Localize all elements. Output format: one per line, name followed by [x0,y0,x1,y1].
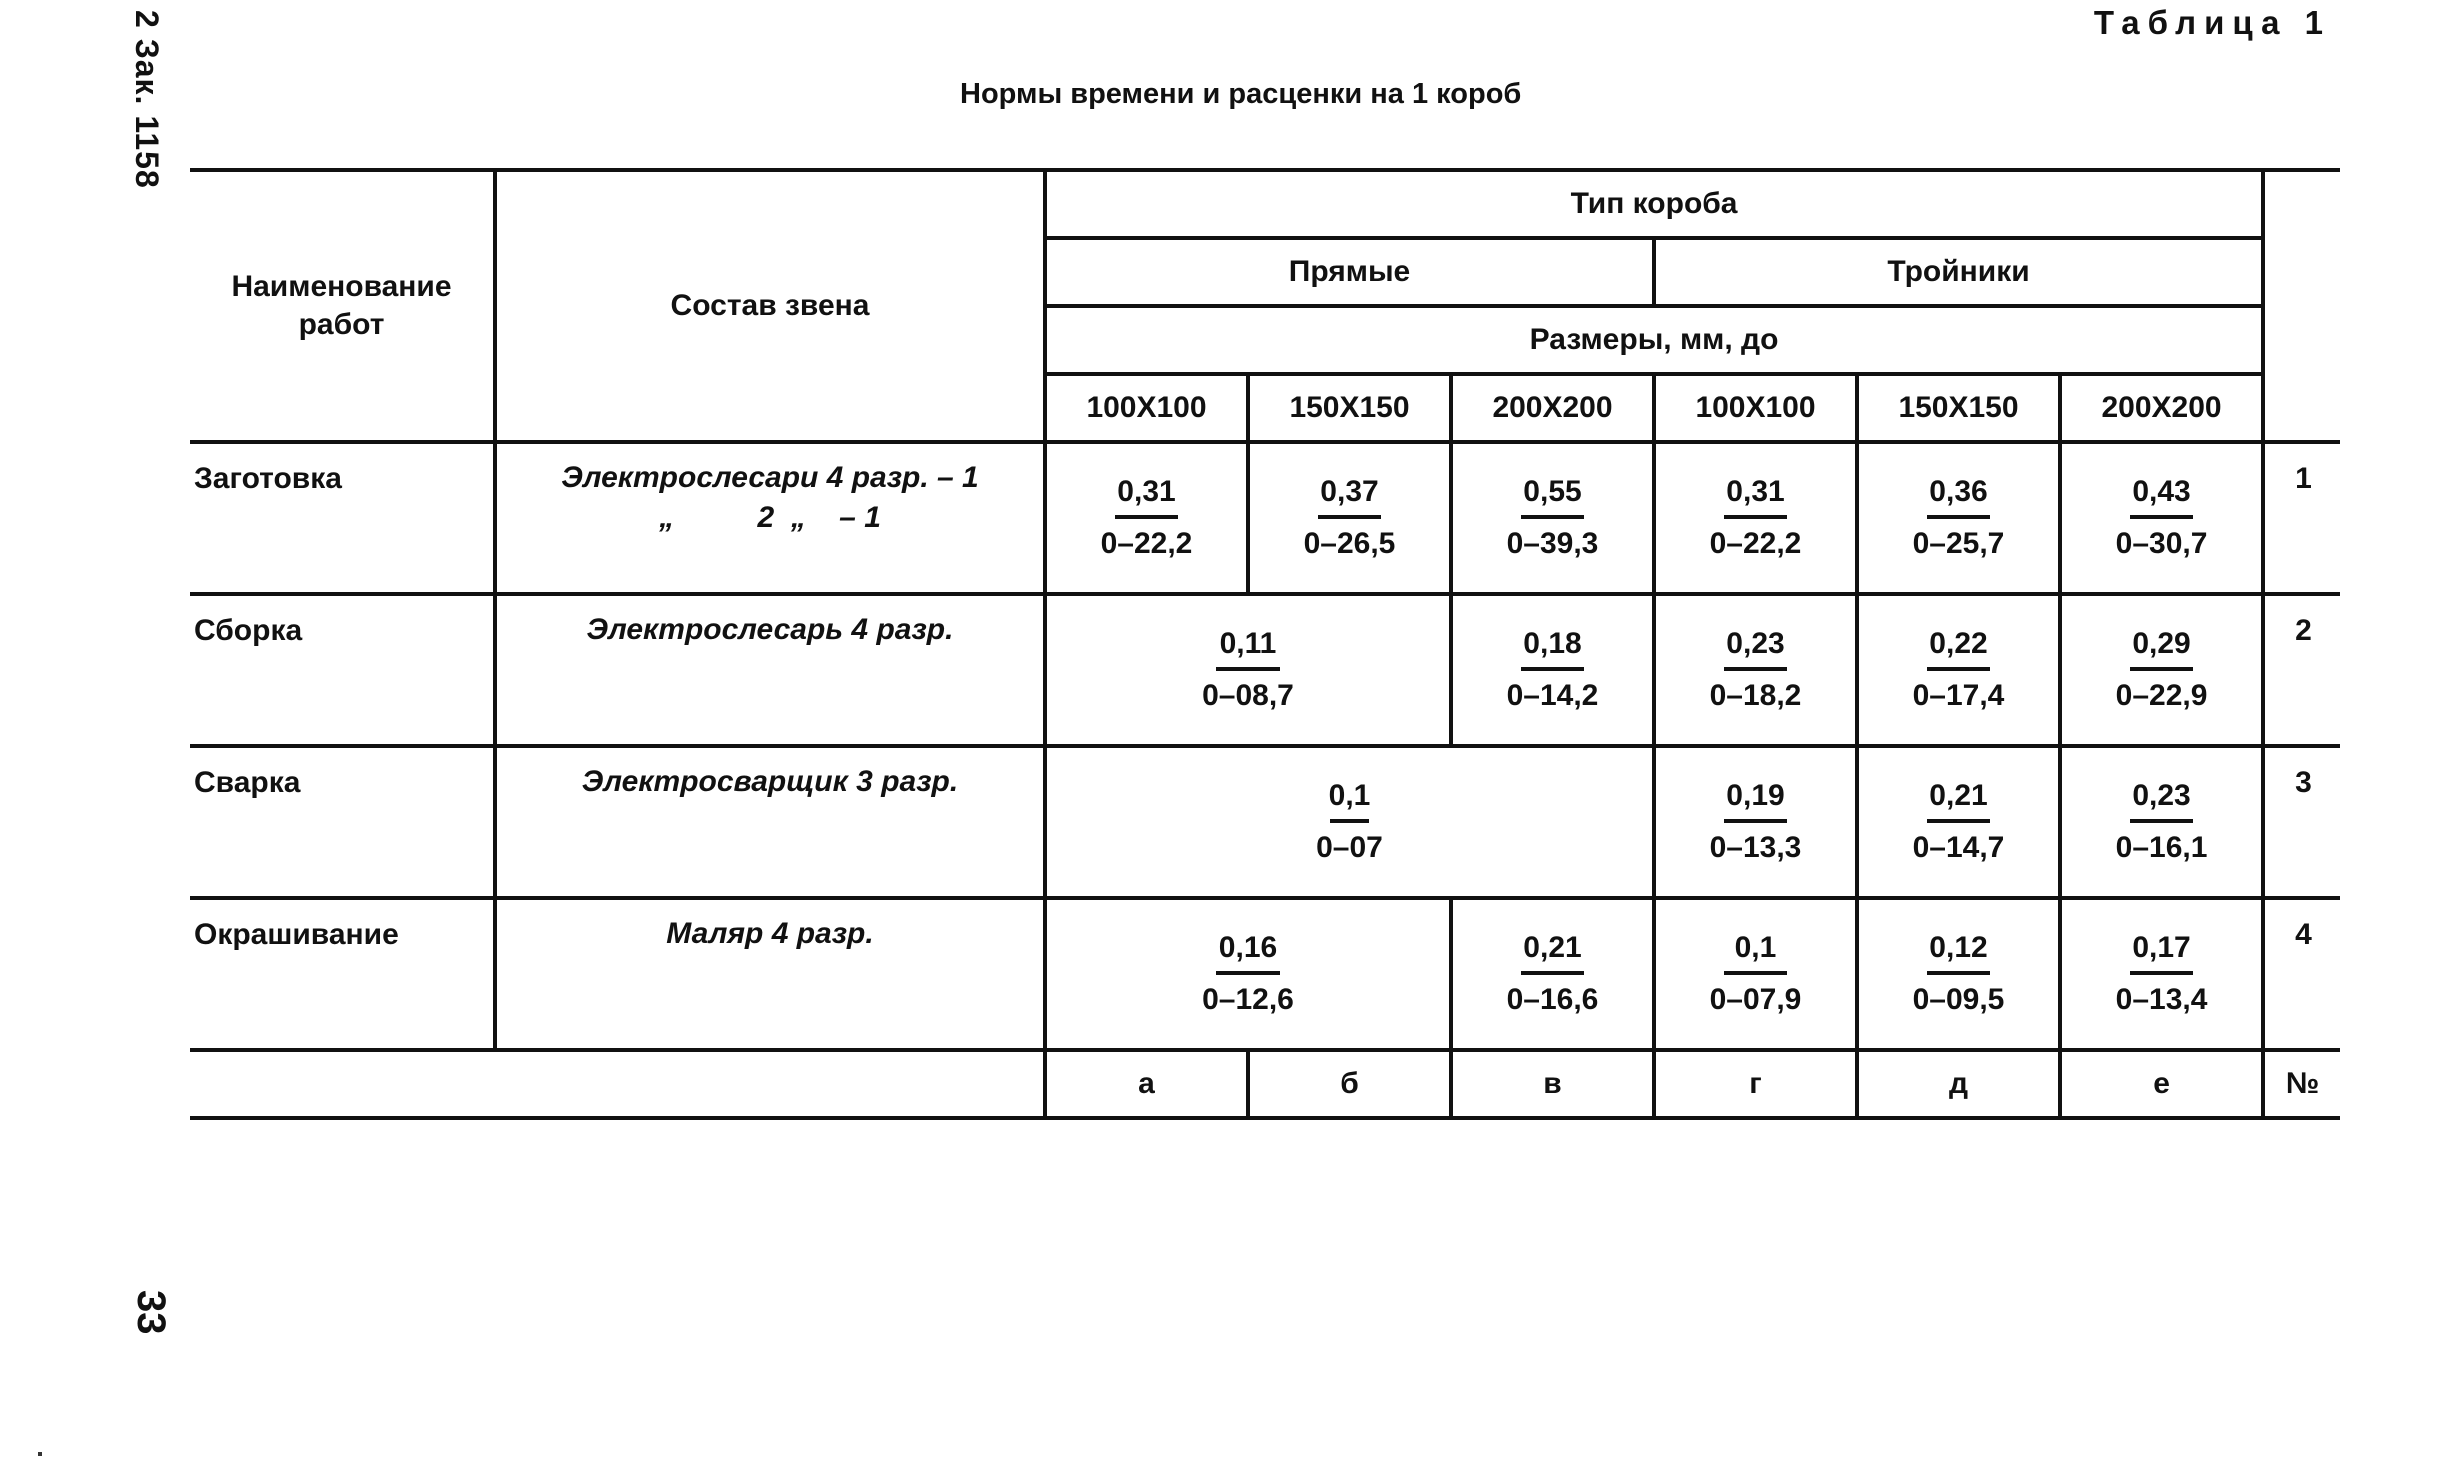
page-number: 33 [129,1290,173,1335]
norms-table [190,168,2340,1120]
value-cell [1248,442,1451,594]
size-col: 100Х100 [1045,374,1248,442]
value-cell [1045,442,1248,594]
header-number-col [2263,170,2340,442]
header-straight: Прямые [1045,238,1654,306]
value-cell [1857,898,2060,1050]
column-letter: г [1654,1050,1857,1118]
norm-value: 0,1 [1328,779,1371,812]
rate-value: 0–09,5 [1912,983,2005,1016]
rate-value: 0–08,7 [1202,679,1294,712]
rate-value: 0–13,4 [2115,983,2208,1016]
value-cell [1451,898,1654,1050]
team-line: „ 2 „ – 1 [659,501,881,534]
column-letter: е [2060,1050,2263,1118]
value-cell [1654,898,1857,1050]
norm-value: 0,55 [1523,475,1582,508]
norm-value: 0,36 [1929,475,1988,508]
table-title: Нормы времени и расценки на 1 короб [960,78,1522,110]
margin-dot [38,1452,42,1456]
value-cell [2060,442,2263,594]
rate-value: 0–14,7 [1912,831,2005,864]
row-number: 3 [2263,746,2340,898]
row-number: 4 [2263,898,2340,1050]
row-number: 2 [2263,594,2340,746]
header-sizes: Размеры, мм, до [1045,306,2263,374]
norm-value: 0,23 [1726,627,1785,660]
norm-value: 0,31 [1726,475,1785,508]
value-cell [2060,594,2263,746]
value-cell [1857,594,2060,746]
team-composition [495,442,1045,594]
rate-value: 0–16,6 [1506,983,1599,1016]
value-cell-merged [1045,746,1654,898]
header-box-type: Тип короба [1045,170,2263,238]
side-note: 2 Зак. 1158 [129,10,165,189]
table-row [190,898,2340,1050]
value-cell [1451,442,1654,594]
size-col: 200Х200 [1451,374,1654,442]
team-composition: Электрослесарь 4 разр. [495,594,1045,746]
norm-value: 0,43 [2132,475,2191,508]
rate-value: 0–22,9 [2115,679,2208,712]
row-number: 1 [2263,442,2340,594]
norm-value: 0,11 [1219,627,1277,660]
rate-value: 0–39,3 [1506,527,1599,560]
norm-value: 0,21 [1929,779,1988,812]
rate-value: 0–16,1 [2115,831,2208,864]
size-col: 150Х150 [1248,374,1451,442]
rate-value: 0–07 [1316,831,1383,864]
norm-value: 0,16 [1218,931,1278,964]
work-name: Заготовка [190,442,495,594]
team-composition: Маляр 4 разр. [495,898,1045,1050]
value-cell [2060,898,2263,1050]
header-team: Состав звена [495,170,1045,442]
norm-value: 0,17 [2132,931,2191,964]
norm-value: 0,12 [1929,931,1988,964]
header-tees: Тройники [1654,238,2263,306]
value-cell [1654,442,1857,594]
value-cell [1857,746,2060,898]
value-cell-merged [1045,898,1451,1050]
rate-value: 0–07,9 [1709,983,1802,1016]
norm-value: 0,29 [2132,627,2191,660]
value-cell [1654,746,1857,898]
work-name: Сборка [190,594,495,746]
team-composition: Электросварщик 3 разр. [495,746,1045,898]
table-label: Таблица 1 [2093,4,2331,41]
norm-value: 0,23 [2132,779,2191,812]
rate-value: 0–13,3 [1709,831,1802,864]
team-line: Электрослесари 4 разр. – 1 [561,461,979,494]
column-letter: № [2263,1050,2340,1118]
rate-value: 0–14,2 [1506,679,1599,712]
rate-value: 0–18,2 [1709,679,1802,712]
rate-value: 0–17,4 [1912,679,2005,712]
norm-value: 0,37 [1320,475,1379,508]
rate-value: 0–30,7 [2115,527,2208,560]
column-letter: а [1045,1050,1248,1118]
norm-value: 0,21 [1523,931,1582,964]
size-col: 150Х150 [1857,374,2060,442]
header-row-1 [190,170,2340,238]
rate-value: 0–22,2 [1100,527,1193,560]
norm-value: 0,18 [1523,627,1582,660]
column-letter: б [1248,1050,1451,1118]
header-work-name: Наименование работ [190,170,495,442]
value-cell-merged [1045,594,1451,746]
table-row [190,746,2340,898]
norm-value: 0,22 [1929,627,1988,660]
rate-value: 0–12,6 [1202,983,1294,1016]
column-letters-row [190,1050,2340,1118]
norm-value: 0,31 [1117,475,1176,508]
rate-value: 0–25,7 [1912,527,2005,560]
size-col: 100Х100 [1654,374,1857,442]
work-name: Сварка [190,746,495,898]
rate-value: 0–26,5 [1303,527,1396,560]
table-row [190,442,2340,594]
work-name: Окрашивание [190,898,495,1050]
column-letter: д [1857,1050,2060,1118]
legend-blank [190,1050,495,1118]
norm-value: 0,1 [1734,931,1777,964]
value-cell [2060,746,2263,898]
value-cell [1654,594,1857,746]
norm-value: 0,19 [1726,779,1785,812]
rate-value: 0–22,2 [1709,527,1802,560]
table-row [190,594,2340,746]
size-col: 200Х200 [2060,374,2263,442]
column-letter: в [1451,1050,1654,1118]
legend-blank [495,1050,1045,1118]
value-cell [1857,442,2060,594]
value-cell [1451,594,1654,746]
